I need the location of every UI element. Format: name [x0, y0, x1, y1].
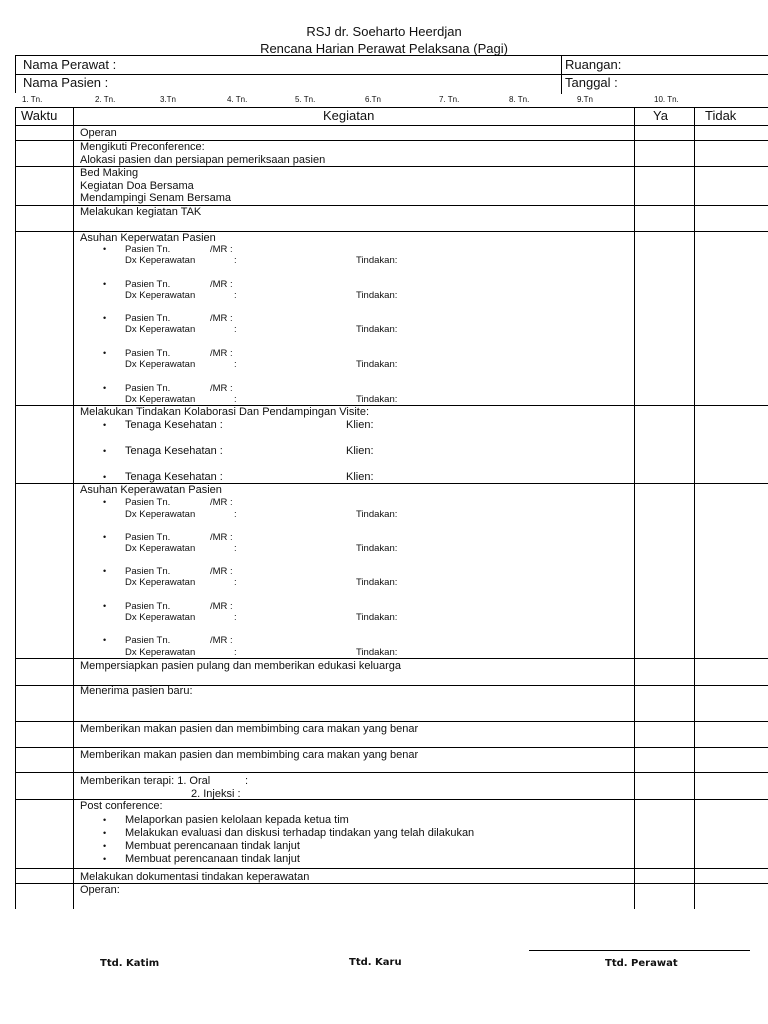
bullet-icon: • — [103, 841, 107, 851]
bullet-icon: • — [103, 854, 107, 864]
mr-label: /MR : — [210, 348, 233, 359]
row-collaboration: Melakukan Tindakan Kolaborasi Dan Pendampingan Visite: — [80, 406, 370, 418]
bullet-icon: • — [103, 635, 107, 645]
col-header-activity: Kegiatan — [323, 108, 375, 123]
patient-slot: 9.Tn — [577, 95, 594, 104]
patient-label: Pasien Tn. — [125, 383, 171, 394]
patient-slot: 2. Tn. — [95, 95, 116, 104]
row-bed-making: Bed Making — [80, 167, 139, 179]
therapy-injection: 2. Injeksi : — [191, 788, 241, 800]
dx-colon: : — [234, 394, 237, 405]
mr-label: /MR : — [210, 313, 233, 324]
nurse-name-label: Nama Perawat : — [23, 57, 117, 72]
patient-label: Pasien Tn. — [125, 601, 171, 612]
dx-colon: : — [234, 255, 237, 266]
dx-label: Dx Keperawatan — [125, 647, 196, 658]
row-operan: Operan — [80, 127, 117, 139]
row-documentation: Melakukan dokumentasi tindakan keperawatan — [80, 871, 310, 883]
action-label: Tindakan: — [356, 543, 398, 554]
mr-label: /MR : — [210, 635, 233, 646]
mr-label: /MR : — [210, 566, 233, 577]
client-label: Klien: — [346, 471, 374, 483]
row-askep-1: Asuhan Keperwatan Pasien — [80, 232, 216, 244]
health-worker-label: Tenaga Kesehatan : — [125, 445, 223, 457]
bullet-icon: • — [103, 601, 107, 611]
bullet-icon: • — [103, 420, 107, 430]
dx-label: Dx Keperawatan — [125, 543, 196, 554]
form-title: Rencana Harian Perawat Pelaksana (Pagi) — [260, 41, 508, 56]
post-item: Membuat perencanaan tindak lanjut — [125, 853, 300, 865]
patient-slot: 4. Tn. — [227, 95, 248, 104]
dx-colon: : — [234, 290, 237, 301]
bullet-icon: • — [103, 279, 107, 289]
health-worker-label: Tenaga Kesehatan : — [125, 471, 223, 483]
patient-slot: 5. Tn. — [295, 95, 316, 104]
action-label: Tindakan: — [356, 647, 398, 658]
therapy-oral-colon: : — [245, 775, 249, 787]
row-prayer: Kegiatan Doa Bersama — [80, 180, 194, 192]
bullet-icon: • — [103, 497, 107, 507]
row-new-patient: Menerima pasien baru: — [80, 685, 193, 697]
patient-label: Pasien Tn. — [125, 244, 171, 255]
patient-label: Pasien Tn. — [125, 348, 171, 359]
col-header-no: Tidak — [705, 108, 737, 123]
row-feeding-2: Memberikan makan pasien dan membimbing cara makan yang benar — [80, 749, 419, 761]
action-label: Tindakan: — [356, 612, 398, 623]
bullet-icon: • — [103, 383, 107, 393]
patient-name-label: Nama Pasien : — [23, 75, 109, 90]
row-postconference: Post conference: — [80, 800, 163, 812]
health-worker-label: Tenaga Kesehatan : — [125, 419, 223, 431]
bullet-icon: • — [103, 348, 107, 358]
dx-label: Dx Keperawatan — [125, 394, 196, 405]
bullet-icon: • — [103, 244, 107, 254]
patient-slot: 7. Tn. — [439, 95, 460, 104]
room-label: Ruangan: — [565, 57, 622, 72]
mr-label: /MR : — [210, 279, 233, 290]
patient-label: Pasien Tn. — [125, 279, 171, 290]
dx-label: Dx Keperawatan — [125, 577, 196, 588]
row-tak: Melakukan kegiatan TAK — [80, 206, 202, 218]
row-feeding-1: Memberikan makan pasien dan membimbing cara makan yang benar — [80, 723, 419, 735]
dx-colon: : — [234, 509, 237, 520]
dx-label: Dx Keperawatan — [125, 290, 196, 301]
patient-label: Pasien Tn. — [125, 497, 171, 508]
hospital-name: RSJ dr. Soeharto Heerdjan — [306, 24, 462, 39]
action-label: Tindakan: — [356, 359, 398, 370]
dx-label: Dx Keperawatan — [125, 359, 196, 370]
row-discharge: Mempersiapkan pasien pulang dan memberikan edukasi keluarga — [80, 660, 402, 672]
patient-label: Pasien Tn. — [125, 313, 171, 324]
patient-slot: 1. Tn. — [22, 95, 43, 104]
post-item: Melaporkan pasien kelolaan kepada ketua tim — [125, 814, 349, 826]
bullet-icon: • — [103, 532, 107, 542]
patient-label: Pasien Tn. — [125, 635, 171, 646]
bullet-icon: • — [103, 472, 107, 482]
dx-colon: : — [234, 359, 237, 370]
patient-label: Pasien Tn. — [125, 566, 171, 577]
row-exercise: Mendampingi Senam Bersama — [80, 192, 232, 204]
mr-label: /MR : — [210, 601, 233, 612]
dx-label: Dx Keperawatan — [125, 324, 196, 335]
post-item: Membuat perencanaan tindak lanjut — [125, 840, 300, 852]
signature-karu: Ttd. Karu — [349, 957, 402, 968]
col-header-time: Waktu — [21, 108, 58, 123]
signature-line — [529, 950, 750, 951]
signature-perawat: Ttd. Perawat — [605, 958, 678, 969]
signature-katim: Ttd. Katim — [100, 958, 160, 969]
mr-label: /MR : — [210, 532, 233, 543]
dx-colon: : — [234, 577, 237, 588]
row-preconference: Mengikuti Preconference: — [80, 141, 205, 153]
action-label: Tindakan: — [356, 394, 398, 405]
row-allocation: Alokasi pasien dan persiapan pemeriksaan pasien — [80, 154, 326, 166]
dx-colon: : — [234, 324, 237, 335]
action-label: Tindakan: — [356, 255, 398, 266]
row-therapy: Memberikan terapi: 1. Oral — [80, 775, 211, 787]
mr-label: /MR : — [210, 383, 233, 394]
patient-slot: 6.Tn — [365, 95, 382, 104]
col-header-yes: Ya — [653, 108, 668, 123]
client-label: Klien: — [346, 445, 374, 457]
dx-colon: : — [234, 612, 237, 623]
dx-colon: : — [234, 543, 237, 554]
bullet-icon: • — [103, 815, 107, 825]
action-label: Tindakan: — [356, 577, 398, 588]
dx-label: Dx Keperawatan — [125, 255, 196, 266]
patient-label: Pasien Tn. — [125, 532, 171, 543]
mr-label: /MR : — [210, 244, 233, 255]
row-operan-2: Operan: — [80, 884, 120, 896]
patient-slot: 3.Tn — [160, 95, 177, 104]
action-label: Tindakan: — [356, 509, 398, 520]
dx-label: Dx Keperawatan — [125, 509, 196, 520]
row-askep-2: Asuhan Keperawatan Pasien — [80, 484, 222, 496]
date-label: Tanggal : — [565, 75, 618, 90]
client-label: Klien: — [346, 419, 374, 431]
patient-slot: 8. Tn. — [509, 95, 530, 104]
mr-label: /MR : — [210, 497, 233, 508]
patient-slot: 10. Tn. — [654, 95, 679, 104]
action-label: Tindakan: — [356, 324, 398, 335]
action-label: Tindakan: — [356, 290, 398, 301]
bullet-icon: • — [103, 446, 107, 456]
post-item: Melakukan evaluasi dan diskusi terhadap tindakan yang telah dilakukan — [125, 827, 475, 839]
bullet-icon: • — [103, 313, 107, 323]
dx-label: Dx Keperawatan — [125, 612, 196, 623]
bullet-icon: • — [103, 566, 107, 576]
bullet-icon: • — [103, 828, 107, 838]
dx-colon: : — [234, 647, 237, 658]
